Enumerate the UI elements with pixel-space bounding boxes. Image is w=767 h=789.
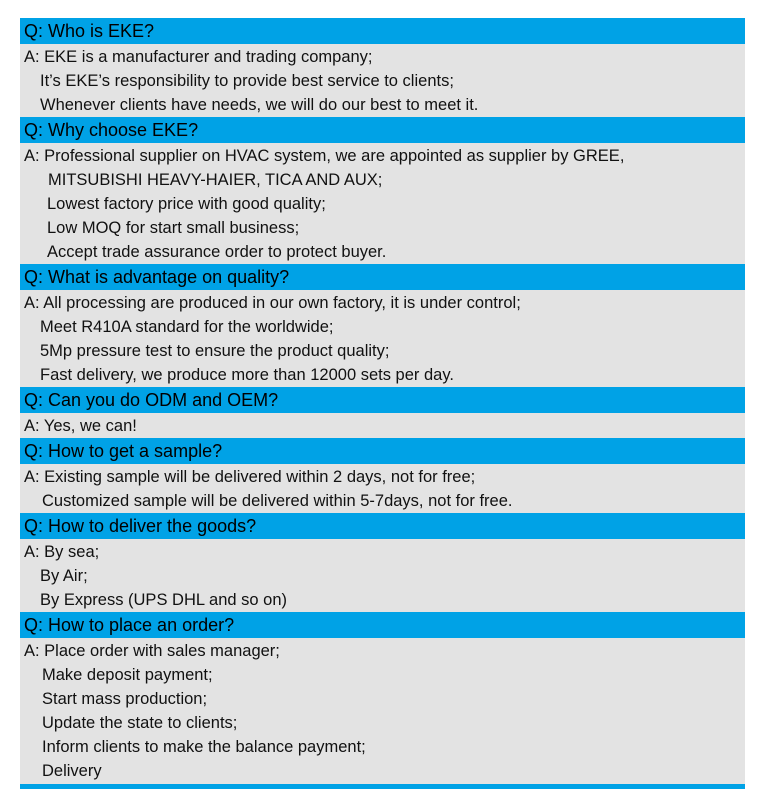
answer-line: Low MOQ for start small business; bbox=[47, 219, 300, 237]
answer-line: A: EKE is a manufacturer and trading company; bbox=[24, 48, 373, 66]
answer-line: Customized sample will be delivered within 5-7days, not for free. bbox=[42, 492, 513, 510]
faq-answer-delivery bbox=[20, 539, 745, 612]
faq-question-sample: Q: How to get a sample? bbox=[20, 438, 745, 464]
answer-line: 5Mp pressure test to ensure the product quality; bbox=[40, 342, 390, 360]
answer-line: By Express (UPS DHL and so on) bbox=[40, 591, 287, 609]
faq-answer-sample bbox=[20, 464, 745, 513]
next-question-bar bbox=[20, 784, 745, 789]
faq-question-odm-oem: Q: Can you do ODM and OEM? bbox=[20, 387, 745, 413]
answer-line: A: Professional supplier on HVAC system, we are appointed as supplier by GREE, bbox=[24, 147, 625, 165]
answer-line: Meet R410A standard for the worldwide; bbox=[40, 318, 334, 336]
answer-line: A: Existing sample will be delivered within 2 days, not for free; bbox=[24, 468, 476, 486]
answer-line: Update the state to clients; bbox=[42, 714, 238, 732]
answer-line: Delivery bbox=[42, 762, 102, 780]
faq-answer-why-choose-eke bbox=[20, 143, 745, 264]
answer-line: Whenever clients have needs, we will do our best to meet it. bbox=[40, 96, 479, 114]
answer-line: A: By sea; bbox=[24, 543, 100, 561]
faq-question-delivery: Q: How to deliver the goods? bbox=[20, 513, 745, 539]
answer-line: MITSUBISHI HEAVY-HAIER, TICA AND AUX; bbox=[48, 171, 383, 189]
answer-line: Fast delivery, we produce more than 12000 sets per day. bbox=[40, 366, 454, 384]
faq-answer-odm-oem bbox=[20, 413, 745, 438]
answer-line: Accept trade assurance order to protect buyer. bbox=[47, 243, 387, 261]
answer-line: Lowest factory price with good quality; bbox=[47, 195, 326, 213]
answer-line: Start mass production; bbox=[42, 690, 208, 708]
faq-answer-who-is-eke bbox=[20, 44, 745, 117]
answer-line: Make deposit payment; bbox=[42, 666, 213, 684]
answer-line: A: Yes, we can! bbox=[24, 417, 137, 435]
answer-line: By Air; bbox=[40, 567, 88, 585]
faq-panel bbox=[20, 18, 745, 789]
answer-line: Inform clients to make the balance payment; bbox=[42, 738, 366, 756]
faq-question-quality: Q: What is advantage on quality? bbox=[20, 264, 745, 290]
faq-question-why-choose-eke: Q: Why choose EKE? bbox=[20, 117, 745, 143]
faq-question-who-is-eke: Q: Who is EKE? bbox=[20, 18, 745, 44]
answer-line: A: Place order with sales manager; bbox=[24, 642, 280, 660]
answer-line: A: All processing are produced in our own factory, it is under control; bbox=[24, 294, 521, 312]
faq-answer-place-order bbox=[20, 638, 745, 783]
answer-line: It’s EKE’s responsibility to provide best service to clients; bbox=[40, 72, 454, 90]
faq-answer-quality bbox=[20, 290, 745, 387]
faq-question-place-order: Q: How to place an order? bbox=[20, 612, 745, 638]
